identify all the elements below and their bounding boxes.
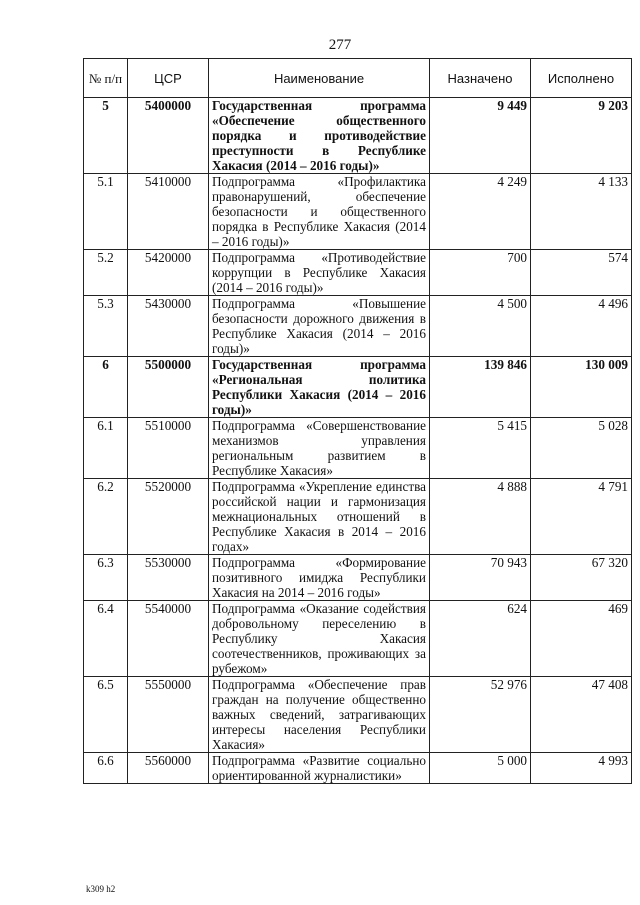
row-executed: 4 791 bbox=[531, 479, 632, 555]
row-csr-code: 5400000 bbox=[128, 98, 209, 174]
row-number: 6 bbox=[84, 357, 128, 418]
row-executed: 67 320 bbox=[531, 555, 632, 601]
table-row bbox=[84, 601, 632, 677]
table-row bbox=[84, 98, 632, 174]
table-row bbox=[84, 418, 632, 479]
row-assigned: 9 449 bbox=[430, 98, 531, 174]
row-assigned: 4 888 bbox=[430, 479, 531, 555]
row-name: Подпрограмма «Профилактика правонарушений, обеспечение безопасности и общественного порядка в Республике Хакасия (2014 – 2016 годы)» bbox=[209, 174, 430, 250]
row-name: Подпрограмма «Совершенствование механизмов управления региональным развитием в Республике Хакасия» bbox=[209, 418, 430, 479]
row-executed: 4 993 bbox=[531, 753, 632, 784]
row-executed: 9 203 bbox=[531, 98, 632, 174]
row-assigned: 4 500 bbox=[430, 296, 531, 357]
row-csr-code: 5420000 bbox=[128, 250, 209, 296]
row-name: Государственная программа «Обеспечение общественного порядка и противодействие преступности в Республике Хакасия (2014 – 2016 годы)» bbox=[209, 98, 430, 174]
row-number: 5.1 bbox=[84, 174, 128, 250]
row-executed: 5 028 bbox=[531, 418, 632, 479]
row-csr-code: 5410000 bbox=[128, 174, 209, 250]
page-number: 277 bbox=[328, 37, 352, 53]
row-assigned: 70 943 bbox=[430, 555, 531, 601]
table-row bbox=[84, 250, 632, 296]
budget-table bbox=[83, 58, 632, 784]
row-assigned: 4 249 bbox=[430, 174, 531, 250]
row-name: Подпрограмма «Укрепление единства российской нации и гармонизация межнациональных отношений в Республике Хакасия в 2014 – 2016 годах» bbox=[209, 479, 430, 555]
row-executed: 4 496 bbox=[531, 296, 632, 357]
header-assigned: Назначено bbox=[430, 59, 531, 98]
row-csr-code: 5520000 bbox=[128, 479, 209, 555]
row-csr-code: 5550000 bbox=[128, 677, 209, 753]
table-row bbox=[84, 357, 632, 418]
table-row bbox=[84, 174, 632, 250]
row-number: 5 bbox=[84, 98, 128, 174]
row-name: Подпрограмма «Развитие социально ориентированной журналистики» bbox=[209, 753, 430, 784]
row-assigned: 624 bbox=[430, 601, 531, 677]
row-number: 5.2 bbox=[84, 250, 128, 296]
row-name: Подпрограмма «Повышение безопасности дорожного движения в Республике Хакасия (2014 – 2016 годы)» bbox=[209, 296, 430, 357]
table-body bbox=[84, 98, 632, 784]
header-num: № п/п bbox=[84, 59, 128, 98]
header-csr: ЦСР bbox=[128, 59, 209, 98]
row-assigned: 139 846 bbox=[430, 357, 531, 418]
row-name: Подпрограмма «Обеспечение прав граждан на получение общественно важных сведений, затрагивающих интересы населения Республики Хакасия» bbox=[209, 677, 430, 753]
row-name: Государственная программа «Региональная политика Республики Хакасия (2014 – 2016 годы)» bbox=[209, 357, 430, 418]
row-executed: 574 bbox=[531, 250, 632, 296]
header-executed: Исполнено bbox=[531, 59, 632, 98]
row-name: Подпрограмма «Оказание содействия добровольному переселению в Республику Хакасия соотечественников, проживающих за рубежом» bbox=[209, 601, 430, 677]
row-number: 6.3 bbox=[84, 555, 128, 601]
row-number: 6.4 bbox=[84, 601, 128, 677]
table-row bbox=[84, 677, 632, 753]
row-number: 6.5 bbox=[84, 677, 128, 753]
table-header-row bbox=[84, 59, 632, 98]
row-executed: 469 bbox=[531, 601, 632, 677]
header-name: Наименование bbox=[209, 59, 430, 98]
row-assigned: 5 000 bbox=[430, 753, 531, 784]
row-number: 6.6 bbox=[84, 753, 128, 784]
row-assigned: 52 976 bbox=[430, 677, 531, 753]
row-number: 6.2 bbox=[84, 479, 128, 555]
row-csr-code: 5560000 bbox=[128, 753, 209, 784]
row-csr-code: 5510000 bbox=[128, 418, 209, 479]
row-assigned: 700 bbox=[430, 250, 531, 296]
row-executed: 4 133 bbox=[531, 174, 632, 250]
table-row bbox=[84, 555, 632, 601]
row-csr-code: 5530000 bbox=[128, 555, 209, 601]
row-executed: 130 009 bbox=[531, 357, 632, 418]
table-row bbox=[84, 479, 632, 555]
footer-code: k309 h2 bbox=[86, 884, 116, 894]
table-row bbox=[84, 296, 632, 357]
row-csr-code: 5430000 bbox=[128, 296, 209, 357]
row-assigned: 5 415 bbox=[430, 418, 531, 479]
row-executed: 47 408 bbox=[531, 677, 632, 753]
table-row bbox=[84, 753, 632, 784]
row-csr-code: 5540000 bbox=[128, 601, 209, 677]
row-number: 6.1 bbox=[84, 418, 128, 479]
row-name: Подпрограмма «Формирование позитивного имиджа Республики Хакасия на 2014 – 2016 годы» bbox=[209, 555, 430, 601]
row-name: Подпрограмма «Противодействие коррупции в Республике Хакасия (2014 – 2016 годы)» bbox=[209, 250, 430, 296]
row-number: 5.3 bbox=[84, 296, 128, 357]
row-csr-code: 5500000 bbox=[128, 357, 209, 418]
